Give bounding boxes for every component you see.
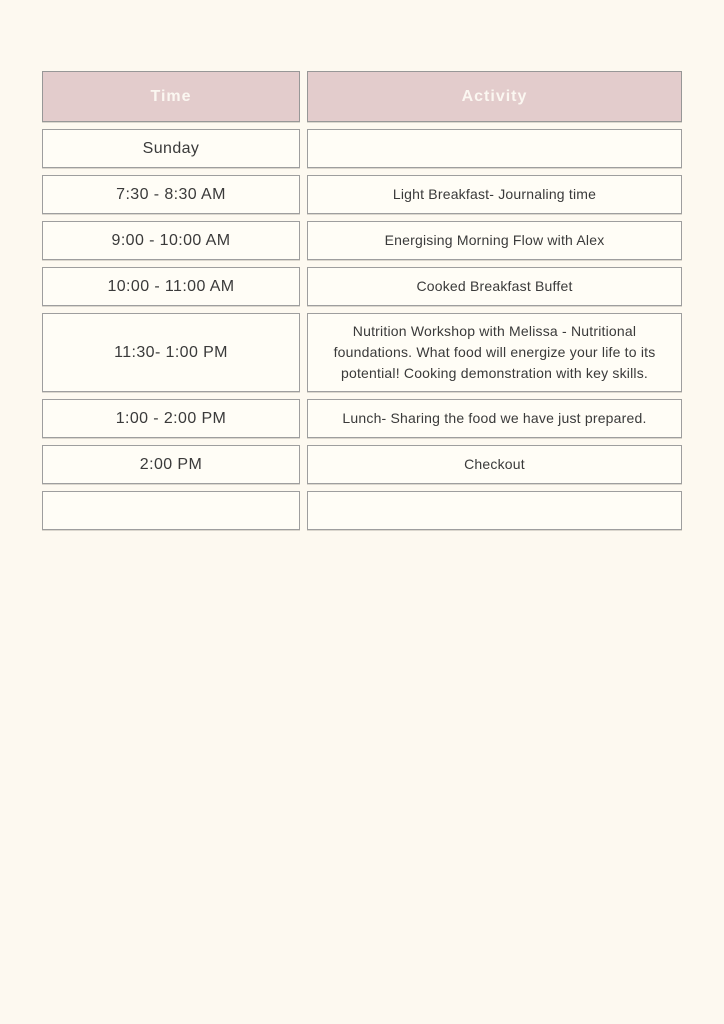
table-row <box>42 129 682 168</box>
time-cell <box>42 221 300 260</box>
activity-cell <box>307 267 682 306</box>
header-time-label: Time <box>150 87 192 105</box>
time-cell <box>42 445 300 484</box>
table-row <box>42 399 682 438</box>
table-header-row <box>42 71 682 122</box>
time-cell <box>42 399 300 438</box>
header-cell-time <box>42 71 300 122</box>
activity-text: Energising Morning Flow with Alex <box>384 232 605 248</box>
time-cell <box>42 129 300 168</box>
time-text: 2:00 PM <box>139 455 203 473</box>
activity-text: Light Breakfast- Journaling time <box>392 186 597 202</box>
schedule-table <box>42 71 682 530</box>
activity-text: Nutrition Workshop with Melissa - Nutritional foundations. What food will energize your life to its potential! Cooking demonstration with key skills. <box>333 323 656 381</box>
table-row <box>42 267 682 306</box>
time-text: 1:00 - 2:00 PM <box>115 409 227 427</box>
table-row <box>42 221 682 260</box>
time-text: 7:30 - 8:30 AM <box>116 185 226 203</box>
time-text: Sunday <box>142 139 200 157</box>
time-text: 11:30- 1:00 PM <box>114 343 228 361</box>
activity-cell <box>307 491 682 530</box>
header-cell-activity <box>307 71 682 122</box>
activity-text: Cooked Breakfast Buffet <box>416 278 573 294</box>
activity-cell <box>307 399 682 438</box>
time-text: 9:00 - 10:00 AM <box>111 231 231 249</box>
table-row <box>42 445 682 484</box>
activity-text: Checkout <box>464 456 525 472</box>
activity-cell <box>307 175 682 214</box>
time-cell <box>42 313 300 392</box>
time-cell <box>42 175 300 214</box>
header-activity-label: Activity <box>461 87 528 105</box>
table-row <box>42 491 682 530</box>
activity-cell <box>307 445 682 484</box>
time-cell <box>42 491 300 530</box>
activity-text: Lunch- Sharing the food we have just prepared. <box>342 410 647 426</box>
table-row <box>42 175 682 214</box>
time-text: 10:00 - 11:00 AM <box>107 277 235 295</box>
activity-cell <box>307 129 682 168</box>
activity-cell <box>307 313 682 392</box>
table-row <box>42 313 682 392</box>
time-cell <box>42 267 300 306</box>
activity-cell <box>307 221 682 260</box>
